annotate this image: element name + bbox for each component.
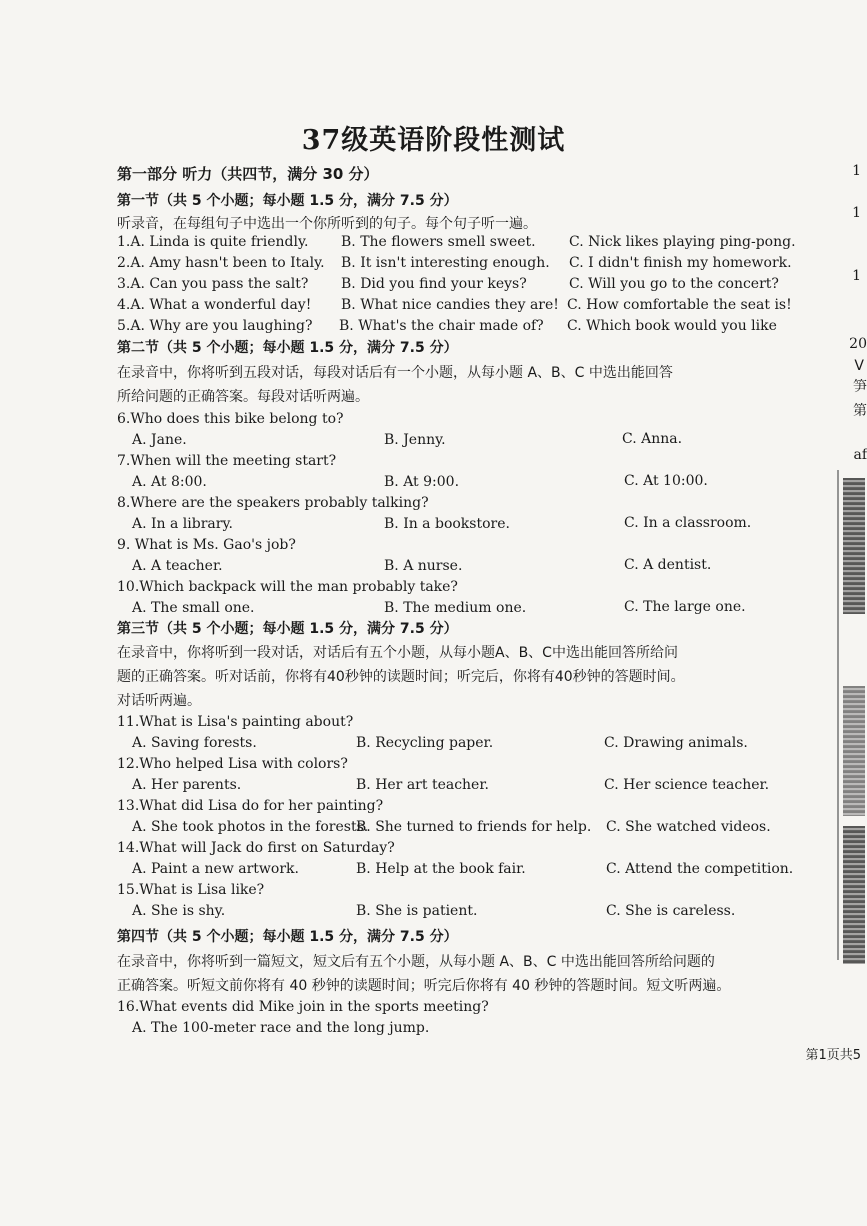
edge-mark: 1 xyxy=(852,163,861,179)
q10-option-b: B. The medium one. xyxy=(384,600,527,616)
q14-question: 14.What will Jack do first on Saturday? xyxy=(117,840,395,856)
q5-option-c: C. Which book would you like xyxy=(567,318,777,334)
edge-mark: 1 xyxy=(852,268,861,284)
q14-option-b: B. Help at the book fair. xyxy=(356,861,526,877)
q3-option-a: 3.A. Can you pass the salt? xyxy=(117,276,309,292)
q6-option-c: C. Anna. xyxy=(622,431,683,447)
q2-option-b: B. It isn't interesting enough. xyxy=(341,255,550,271)
q9-option-a: A. A teacher. xyxy=(132,558,223,574)
sec2-heading: 第二节（共 5 个小题；每小题 1.5 分，满分 7.5 分） xyxy=(117,340,458,356)
q3-option-c: C. Will you go to the concert? xyxy=(569,276,779,292)
sec3-instruction-2: 题的正确答案。听对话前，你将有40秒钟的读题时间；听完后，你将有40秒钟的答题时间。 xyxy=(117,669,685,685)
q5-option-b: B. What's the chair made of? xyxy=(339,318,544,334)
q7-question: 7.When will the meeting start? xyxy=(117,453,337,469)
q5-option-a: 5.A. Why are you laughing? xyxy=(117,318,313,334)
q10-question: 10.Which backpack will the man probably take? xyxy=(117,579,458,595)
q13-option-b: B. She turned to friends for help. xyxy=(356,819,592,835)
q2-option-a: 2.A. Amy hasn't been to Italy. xyxy=(117,255,325,271)
q14-option-c: C. Attend the competition. xyxy=(606,861,794,877)
q4-option-c: C. How comfortable the seat is! xyxy=(567,297,792,313)
q16-question: 16.What events did Mike join in the sports meeting? xyxy=(117,999,489,1015)
q10-option-a: A. The small one. xyxy=(132,600,255,616)
q1-option-b: B. The flowers smell sweet. xyxy=(341,234,536,250)
sec3-heading: 第三节（共 5 个小题；每小题 1.5 分，满分 7.5 分） xyxy=(117,621,458,637)
q6-option-a: A. Jane. xyxy=(132,432,187,448)
q15-question: 15.What is Lisa like? xyxy=(117,882,265,898)
q13-question: 13.What did Lisa do for her painting? xyxy=(117,798,384,814)
q8-option-c: C. In a classroom. xyxy=(624,515,752,531)
edge-mark: 1 xyxy=(852,205,861,221)
q14-option-a: A. Paint a new artwork. xyxy=(132,861,299,877)
sec4-heading: 第四节（共 5 个小题；每小题 1.5 分，满分 7.5 分） xyxy=(117,929,458,945)
edge-barcode-strip xyxy=(843,686,865,816)
q7-option-a: A. At 8:00. xyxy=(132,474,207,490)
edge-barcode-strip xyxy=(843,826,865,964)
q6-option-b: B. Jenny. xyxy=(384,432,446,448)
sec1-instruction: 听录音，在每组句子中选出一个你所听到的句子。每个句子听一遍。 xyxy=(117,216,537,232)
q8-question: 8.Where are the speakers probably talking? xyxy=(117,495,429,511)
page-footer: 第1页共5 xyxy=(805,1048,861,1063)
q1-option-a: 1.A. Linda is quite friendly. xyxy=(117,234,309,250)
sec3-instruction-1: 在录音中，你将听到一段对话，对话后有五个小题，从每小题A、B、C中选出能回答所给问 xyxy=(117,645,678,661)
part1-heading: 第一部分 听力（共四节，满分 30 分） xyxy=(117,165,379,183)
edge-mark: V xyxy=(854,358,864,374)
q9-option-b: B. A nurse. xyxy=(384,558,463,574)
q16-option-a: A. The 100-meter race and the long jump. xyxy=(132,1020,430,1036)
edge-mark: af xyxy=(853,447,867,463)
q2-option-c: C. I didn't finish my homework. xyxy=(569,255,792,271)
sec4-instruction-2: 正确答案。听短文前你将有 40 秒钟的读题时间；听完后你将有 40 秒钟的答题时间。短文听两遍。 xyxy=(117,978,731,994)
q12-option-a: A. Her parents. xyxy=(132,777,242,793)
q15-option-b: B. She is patient. xyxy=(356,903,478,919)
q10-option-c: C. The large one. xyxy=(624,599,746,615)
q15-option-a: A. She is shy. xyxy=(132,903,226,919)
q8-option-b: B. In a bookstore. xyxy=(384,516,510,532)
q7-option-c: C. At 10:00. xyxy=(624,473,708,489)
edge-divider xyxy=(837,470,839,960)
q3-option-b: B. Did you find your keys? xyxy=(341,276,527,292)
q12-question: 12.Who helped Lisa with colors? xyxy=(117,756,348,772)
q9-option-c: C. A dentist. xyxy=(624,557,712,573)
q12-option-b: B. Her art teacher. xyxy=(356,777,489,793)
q11-option-c: C. Drawing animals. xyxy=(604,735,748,751)
sec4-instruction-1: 在录音中，你将听到一篇短文，短文后有五个小题，从每小题 A、B、C 中选出能回答所给问题的 xyxy=(117,954,715,970)
q11-option-a: A. Saving forests. xyxy=(132,735,257,751)
q7-option-b: B. At 9:00. xyxy=(384,474,460,490)
q11-option-b: B. Recycling paper. xyxy=(356,735,494,751)
q11-question: 11.What is Lisa's painting about? xyxy=(117,714,354,730)
q4-option-a: 4.A. What a wonderful day! xyxy=(117,297,312,313)
q15-option-c: C. She is careless. xyxy=(606,903,736,919)
sec3-instruction-3: 对话听两遍。 xyxy=(117,693,201,709)
edge-mark: 20 xyxy=(849,336,867,352)
edge-mark: 笋 xyxy=(853,379,867,395)
q12-option-c: C. Her science teacher. xyxy=(604,777,770,793)
q8-option-a: A. In a library. xyxy=(132,516,233,532)
q13-option-a: A. She took photos in the forests. xyxy=(132,819,369,835)
q4-option-b: B. What nice candies they are! xyxy=(341,297,559,313)
q6-question: 6.Who does this bike belong to? xyxy=(117,411,344,427)
sec1-heading: 第一节（共 5 个小题；每小题 1.5 分，满分 7.5 分） xyxy=(117,193,458,209)
edge-mark: 第 xyxy=(853,403,867,419)
q13-option-c: C. She watched videos. xyxy=(606,819,771,835)
sec2-instruction-2: 所给问题的正确答案。每段对话听两遍。 xyxy=(117,389,369,405)
q9-question: 9. What is Ms. Gao's job? xyxy=(117,537,296,553)
sec2-instruction-1: 在录音中，你将听到五段对话，每段对话后有一个小题，从每小题 A、B、C 中选出能回答 xyxy=(117,365,673,381)
edge-barcode-strip xyxy=(843,478,865,614)
q1-option-c: C. Nick likes playing ping-pong. xyxy=(569,234,796,250)
page-title: 37级英语阶段性测试 xyxy=(301,125,566,156)
